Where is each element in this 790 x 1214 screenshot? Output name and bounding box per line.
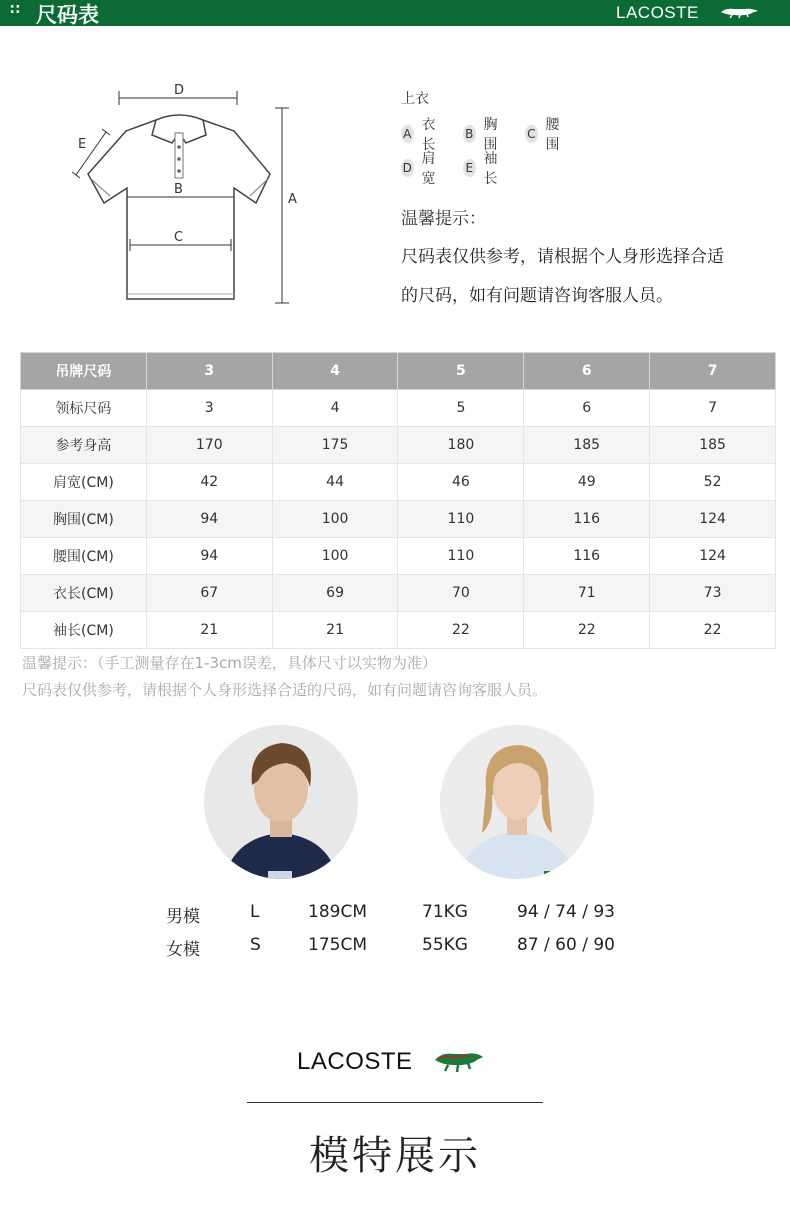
table-cell: 185 <box>524 427 650 464</box>
brand-logo-text: LACOSTE <box>616 3 699 22</box>
diagram-label-c: C <box>174 230 184 245</box>
table-cell: 67 <box>146 575 272 612</box>
table-cell: 21 <box>272 612 398 649</box>
diagram-label-a: A <box>288 192 297 207</box>
measurement-note: 温馨提示：（手工测量存在1-3cm误差，具体尺寸以实物为准） <box>22 654 437 672</box>
diagram-label-d: D <box>174 83 185 98</box>
legend-item <box>463 148 503 188</box>
table-cell: 参考身高 <box>21 427 147 464</box>
table-cell: 袖长(CM) <box>21 612 147 649</box>
table-cell: 124 <box>650 538 776 575</box>
table-cell: 180 <box>398 427 524 464</box>
table-cell: 44 <box>272 464 398 501</box>
table-header-cell: 6 <box>524 353 650 390</box>
legend-label: 腰围 <box>545 117 560 153</box>
table-cell: 4 <box>272 390 398 427</box>
legend-row-1 <box>401 117 587 153</box>
male-model-photo <box>204 725 358 879</box>
table-cell: 100 <box>272 501 398 538</box>
legend-row-2 <box>401 151 525 187</box>
table-cell: 116 <box>524 501 650 538</box>
table-cell: 185 <box>650 427 776 464</box>
table-cell: 22 <box>650 612 776 649</box>
table-cell: 70 <box>398 575 524 612</box>
table-header-cell: 3 <box>146 353 272 390</box>
table-row <box>21 575 776 612</box>
table-cell: 7 <box>650 390 776 427</box>
table-cell: 衣长(CM) <box>21 575 147 612</box>
legend-item <box>525 114 565 154</box>
table-row <box>21 390 776 427</box>
model-size: L <box>250 902 260 922</box>
model-height: 175CM <box>308 935 367 955</box>
model-height: 189CM <box>308 902 367 922</box>
table-cell: 胸围(CM) <box>21 501 147 538</box>
footer-divider <box>247 1102 543 1103</box>
legend-item <box>401 148 441 188</box>
table-header-cell: 7 <box>650 353 776 390</box>
size-chart-table <box>20 352 776 649</box>
table-cell: 42 <box>146 464 272 501</box>
header-bar <box>0 0 790 26</box>
table-cell: 腰围(CM) <box>21 538 147 575</box>
legend-label: 胸围 <box>483 117 498 153</box>
model-role: 女模 <box>166 940 200 960</box>
table-cell: 116 <box>524 538 650 575</box>
diagram-label-b: B <box>174 182 183 197</box>
legend-code-badge: C <box>525 125 538 143</box>
model-role: 男模 <box>166 907 200 927</box>
crocodile-logo-icon <box>720 5 760 19</box>
diagram-label-e: E <box>78 137 87 152</box>
model-measurements: 94 / 74 / 93 <box>517 902 615 922</box>
table-cell: 3 <box>146 390 272 427</box>
legend-label: 肩宽 <box>421 151 436 187</box>
table-cell: 52 <box>650 464 776 501</box>
table-header-cell: 4 <box>272 353 398 390</box>
table-cell: 领标尺码 <box>21 390 147 427</box>
table-row <box>21 501 776 538</box>
model-size: S <box>250 935 261 955</box>
table-cell: 73 <box>650 575 776 612</box>
tip-title: 温馨提示： <box>401 209 486 229</box>
legend-code-badge: A <box>401 125 414 143</box>
table-row <box>21 464 776 501</box>
legend-category: 上衣 <box>401 91 429 107</box>
table-cell: 46 <box>398 464 524 501</box>
grid-icon: ∷ <box>10 2 19 18</box>
female-model-info <box>0 935 790 961</box>
table-cell: 100 <box>272 538 398 575</box>
table-cell: 21 <box>146 612 272 649</box>
table-cell: 22 <box>398 612 524 649</box>
model-weight: 55KG <box>422 935 468 955</box>
table-cell: 170 <box>146 427 272 464</box>
table-row <box>21 427 776 464</box>
table-cell: 94 <box>146 501 272 538</box>
model-measurements: 87 / 60 / 90 <box>517 935 615 955</box>
table-cell: 肩宽(CM) <box>21 464 147 501</box>
tip-line-1: 尺码表仅供参考，请根据个人身形选择合适 <box>401 247 724 267</box>
crocodile-logo-icon <box>434 1046 484 1076</box>
table-cell: 110 <box>398 538 524 575</box>
table-cell: 94 <box>146 538 272 575</box>
legend-code-badge: B <box>463 125 476 143</box>
shirt-measurement-diagram <box>60 75 320 310</box>
legend-label: 袖长 <box>483 151 498 187</box>
table-cell: 175 <box>272 427 398 464</box>
male-model-info <box>0 902 790 928</box>
page-title: 尺码表 <box>36 3 99 27</box>
tip-line-2: 的尺码，如有问题请咨询客服人员。 <box>401 286 673 306</box>
model-weight: 71KG <box>422 902 468 922</box>
legend-label: 衣长 <box>421 117 436 153</box>
table-cell: 22 <box>524 612 650 649</box>
measurement-legend <box>401 88 560 187</box>
size-advice-note: 尺码表仅供参考，请根据个人身形选择合适的尺码，如有问题请咨询客服人员。 <box>22 681 548 699</box>
female-model-photo <box>440 725 594 879</box>
table-header-cell: 吊牌尺码 <box>21 353 147 390</box>
table-cell: 69 <box>272 575 398 612</box>
table-cell: 110 <box>398 501 524 538</box>
table-cell: 71 <box>524 575 650 612</box>
table-row <box>21 612 776 649</box>
table-row <box>21 538 776 575</box>
table-cell: 6 <box>524 390 650 427</box>
table-header-cell: 5 <box>398 353 524 390</box>
table-cell: 124 <box>650 501 776 538</box>
table-cell: 5 <box>398 390 524 427</box>
section-title: 模特展示 <box>309 1133 481 1179</box>
table-header-row <box>21 353 776 390</box>
table-cell: 49 <box>524 464 650 501</box>
legend-code-badge: E <box>463 159 476 177</box>
footer-brand-logo-text: LACOSTE <box>297 1048 413 1075</box>
legend-code-badge: D <box>402 161 412 175</box>
